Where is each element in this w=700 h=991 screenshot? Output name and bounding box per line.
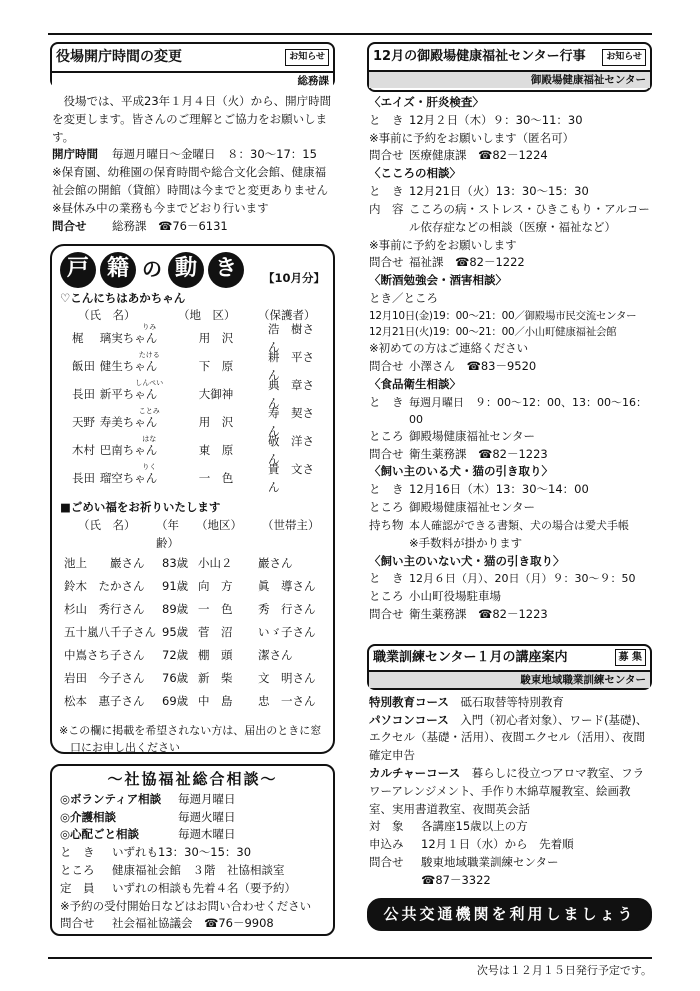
death-name: 岩田 今子さん <box>64 671 145 686</box>
kokoro-when <box>369 183 650 201</box>
consult-label: ◎介護相談 <box>60 809 117 824</box>
death-name: 中嶌さち子さん <box>64 648 145 663</box>
shakyo-title: ～社協福祉総合相談～ <box>107 769 278 788</box>
death-row <box>60 576 325 599</box>
kokoro-note: ※事前に予約をお願いします <box>369 237 517 252</box>
notice-badge: お知らせ <box>285 49 329 66</box>
when-value: 毎週月曜日 ９：00～12：00、13：00～16：00 <box>409 395 647 426</box>
death-name: 鈴木 たかさん <box>64 579 145 594</box>
contact-value: 小澤さん ☎83－9520 <box>409 359 537 374</box>
birth-title: ♡こんにちはあかちゃん <box>60 290 186 305</box>
koseki-char-5: き <box>208 252 244 288</box>
birth-area: 大御神 <box>198 387 234 402</box>
top-rule <box>48 33 652 35</box>
consult-label: ◎心配ごと相談 <box>60 827 140 842</box>
food-where <box>369 428 650 446</box>
office-hours-note2: ※昼休み中の業務も今までどおり行います <box>52 200 269 215</box>
aids-title: 〈エイズ・肝炎検査〉 <box>369 95 484 109</box>
office-hours-section <box>50 42 335 88</box>
course-3-value: 暮らしに役立つアロマ教室、フラワーアレンジメント、手作り木綿草履教室、絵画教室、実用書道教室、夜間英会話 <box>369 766 645 816</box>
death-area: 中 島 <box>198 694 233 709</box>
shakyo-when <box>60 844 325 862</box>
contact-value: 駿東地域職業訓練センター <box>421 855 559 870</box>
death-name: 五十嵐八千子さん <box>64 625 156 640</box>
death-age: 72歳 <box>162 648 189 663</box>
training-dept: 駿東地域職業訓練センター <box>369 672 650 688</box>
where-label: ところ <box>60 863 95 877</box>
death-area: 一 色 <box>198 602 233 617</box>
shakyo-capacity <box>60 880 325 898</box>
danshu-note: ※初めての方はご連絡ください <box>369 341 529 356</box>
right-column <box>367 42 652 931</box>
death-row <box>60 553 325 576</box>
koseki-note: ※この欄に掲載を希望されない方は、届出のときに窓口にお申し出ください <box>59 723 322 754</box>
birth-surname: 木村 <box>72 443 95 458</box>
contact-label: 問合せ <box>369 359 404 374</box>
koseki-char-1: 戸 <box>60 252 96 288</box>
birth-list <box>60 322 325 495</box>
where-label: ところ <box>369 428 404 443</box>
kokoro-title: 〈こころの相談〉 <box>369 166 461 181</box>
birth-area: 用 沢 <box>198 415 234 430</box>
office-hours-dept: 総務課 <box>52 71 333 89</box>
birth-guardian: 耕 平さん <box>268 350 315 383</box>
pet-title: 〈飼い主のいる犬・猫の引き取り〉 <box>369 464 553 479</box>
birth-area: 一 色 <box>198 471 234 486</box>
birth-name <box>99 435 199 460</box>
contact-label: 問合せ <box>369 148 404 163</box>
death-head: 忠 一さん <box>258 694 316 709</box>
stray-title: 〈飼い主のいない犬・猫の引き取り〉 <box>369 553 565 568</box>
course-1 <box>369 694 650 712</box>
birth-guardian: 寿 契さん <box>268 406 315 439</box>
koseki-header <box>60 252 325 288</box>
office-hours-title: 役場開庁時間の変更 <box>56 48 182 65</box>
where-value: 御殿場健康福祉センター <box>409 500 536 515</box>
course-2-label: パソコンコース <box>369 712 449 727</box>
death-age: 95歳 <box>162 625 189 640</box>
bottom-rule <box>48 957 652 959</box>
birth-header-guard: （保護者） <box>258 308 316 323</box>
consult-day: 毎週木曜日 <box>178 827 236 842</box>
danshu-line-2: 12月21日(火)19：00～21：00／小山町健康福祉会館 <box>369 326 617 339</box>
where-value: 御殿場健康福祉センター <box>409 428 536 443</box>
pet-where <box>369 499 650 517</box>
where-value: 小山町役場駐車場 <box>409 589 501 604</box>
health-center-header <box>369 44 650 72</box>
death-list <box>60 553 325 714</box>
birth-area: 用 沢 <box>198 331 234 346</box>
kokoro-contact <box>369 254 650 272</box>
danshu-contact <box>369 358 650 376</box>
when-value: 12月16日（木）13：30～14：00 <box>409 482 589 497</box>
when-value: 12月２日（木）９：30～11：30 <box>409 112 583 127</box>
health-center-title: 12月の御殿場健康福祉センター行事 <box>373 48 586 64</box>
birth-given-name: 寿美ちゃん <box>99 415 158 430</box>
birth-surname: 飯田 <box>72 359 95 374</box>
birth-guardian: 敬 洋さん <box>268 434 315 467</box>
pet-when <box>369 481 650 499</box>
koseki-section <box>50 244 335 754</box>
where-value: 健康福祉会館 ３階 社協相談室 <box>112 863 285 877</box>
consult-label: ◎ボランティア相談 <box>60 791 162 806</box>
koseki-title <box>60 252 244 288</box>
aids-note: ※事前に予約をお願いします（匿名可） <box>369 130 575 145</box>
birth-surname: 天野 <box>72 415 95 430</box>
consult-item <box>60 791 325 809</box>
apply-value: 12月１日（水）から 先着順 <box>421 837 574 852</box>
death-age: 83歳 <box>162 556 189 571</box>
death-headers <box>60 517 325 553</box>
birth-ruby: しんぺい <box>135 379 164 388</box>
kokoro-content <box>369 201 650 237</box>
death-header-age: （年齢） <box>156 517 179 550</box>
contact-value: 総務課 ☎76－6131 <box>112 218 228 233</box>
death-row <box>60 622 325 645</box>
aids-contact <box>369 147 650 165</box>
birth-guardian: 貴 文さん <box>268 462 315 495</box>
shakyo-items <box>60 791 325 844</box>
health-center-dept: 御殿場健康福祉センター <box>369 72 650 88</box>
when-value: 12月21日（火）13：30～15：30 <box>409 184 589 199</box>
office-hours-header <box>52 44 333 71</box>
when-value: 12月６日（月）、20日（月）９：30～９：50 <box>409 572 636 586</box>
health-center-body <box>367 92 652 624</box>
birth-given-name: 瑠空ちゃん <box>99 471 158 486</box>
contact-label: 問合せ <box>369 855 404 870</box>
where-label: ところ <box>369 500 404 515</box>
birth-given-name: 健生ちゃん <box>99 359 158 374</box>
death-header-area: （地区） <box>196 517 242 532</box>
pet-bring <box>369 517 650 535</box>
course-1-label: 特別教育コース <box>369 694 449 709</box>
where-label: ところ <box>369 589 404 604</box>
when-label: と き <box>369 571 404 586</box>
course-3-label: カルチャーコース <box>369 766 461 780</box>
office-hours-note1: ※保育園、幼稚園の保育時間や総合文化会館、健康福祉会館の開館（貸館）時間は今までと変更ありません <box>52 165 328 198</box>
birth-name <box>99 351 199 376</box>
hours-label: 開庁時間 <box>52 147 98 162</box>
contact-value: 社会福祉協議会 ☎76－9908 <box>112 916 274 931</box>
death-header-name: （氏 名） <box>78 517 136 532</box>
training-target <box>369 818 650 836</box>
office-hours-intro: 役場では、平成23年１月４日（火）から、開庁時間を変更します。皆さんのご理解とご協力をお願いします。 <box>52 94 332 144</box>
office-hours-row <box>52 146 333 164</box>
training-header <box>369 646 650 672</box>
office-hours-body <box>50 88 335 236</box>
consult-item <box>60 809 325 827</box>
birth-ruby: ことみ <box>138 407 160 416</box>
training-tel: ☎87－3322 <box>421 872 491 887</box>
when-label: と き <box>60 845 95 860</box>
death-area: 向 方 <box>198 579 233 594</box>
birth-ruby: たける <box>138 351 160 360</box>
birth-surname: 梶 <box>72 331 84 346</box>
death-age: 69歳 <box>162 694 189 709</box>
death-area: 棚 頭 <box>198 648 233 663</box>
death-head: 巖さん <box>258 556 293 571</box>
death-area: 新 柴 <box>198 671 233 686</box>
birth-guardian: 典 章さん <box>268 378 315 411</box>
training-title: 職業訓練センター１月の講座案内 <box>373 649 568 665</box>
death-area: 菅 沼 <box>198 625 233 640</box>
capacity-label: 定 員 <box>60 880 95 895</box>
birth-given-name: 巴南ちゃん <box>99 443 158 458</box>
content-value: こころの病・ストレス・ひきこもり・アルコール依存症などの相談（医療・福祉など） <box>409 201 650 234</box>
pet-note: ※手数料が掛かります <box>409 535 523 550</box>
birth-name <box>99 379 199 404</box>
death-name: 杉山 秀行さん <box>64 602 145 617</box>
birth-area: 下 原 <box>198 359 234 374</box>
apply-label: 申込み <box>369 837 404 852</box>
shakyo-where <box>60 862 325 880</box>
contact-label: 問合せ <box>369 606 404 621</box>
notice-badge: お知らせ <box>602 49 646 66</box>
danshu-label: とき／ところ <box>369 290 438 305</box>
birth-name <box>99 323 199 348</box>
consult-day: 毎週月曜日 <box>178 791 236 806</box>
death-head: 秀 行さん <box>258 602 316 617</box>
birth-ruby: はな <box>142 435 157 444</box>
public-transport-banner: 公共交通機関を利用しましょう <box>367 898 652 931</box>
bring-label: 持ち物 <box>369 517 404 532</box>
capacity-value: いずれの相談も先着４名（要予約） <box>112 880 296 895</box>
contact-value: 医療健康課 ☎82－1224 <box>409 148 548 163</box>
shakyo-contact <box>60 915 325 933</box>
death-head: 潔さん <box>258 648 293 663</box>
bring-value: 本人確認ができる書類、犬の場合は愛犬手帳 <box>409 518 629 532</box>
death-header-head: （世帯主） <box>262 517 320 532</box>
birth-ruby: りく <box>142 463 157 472</box>
death-head: 文 明さん <box>258 671 316 686</box>
left-column <box>50 42 335 936</box>
death-age: 89歳 <box>162 602 189 617</box>
contact-label: 問合せ <box>369 255 404 270</box>
content-label: 内 容 <box>369 201 404 216</box>
birth-area: 東 原 <box>198 443 234 458</box>
death-row <box>60 668 325 691</box>
birth-given-name: 新平ちゃん <box>99 387 158 402</box>
stray-when <box>369 570 650 588</box>
training-section <box>367 644 652 690</box>
koseki-char-2: 籍 <box>100 252 136 288</box>
death-area: 小山２ <box>198 556 233 571</box>
birth-header-area: （地 区） <box>178 308 236 323</box>
death-row <box>60 691 325 714</box>
death-age: 76歳 <box>162 671 189 686</box>
health-center-section <box>367 42 652 92</box>
consult-item <box>60 826 325 844</box>
birth-name <box>99 463 199 488</box>
shakyo-note: ※予約の受付開始日などはお問い合わせください <box>60 898 312 913</box>
consult-day: 毎週火曜日 <box>178 809 236 824</box>
course-3 <box>369 765 650 818</box>
birth-name <box>99 407 199 432</box>
food-title: 〈食品衛生相談〉 <box>369 376 461 391</box>
when-label: と き <box>369 394 404 409</box>
course-1-value: 砥石取替等特別教育 <box>460 694 564 709</box>
danshu-title: 〈断酒勉強会・酒害相談〉 <box>369 273 507 288</box>
course-2 <box>369 712 650 765</box>
death-row <box>60 645 325 668</box>
aids-when <box>369 112 650 130</box>
death-row <box>60 599 325 622</box>
target-label: 対 象 <box>369 819 404 834</box>
office-hours-contact <box>52 218 333 236</box>
footer-note: 次号は１２月１５日発行予定です。 <box>476 964 652 977</box>
birth-surname: 長田 <box>72 387 95 402</box>
koseki-month: 【10月分】 <box>262 270 325 285</box>
stray-contact <box>369 606 650 624</box>
birth-row <box>60 462 325 495</box>
when-label: と き <box>369 112 404 127</box>
contact-label: 問合せ <box>60 916 95 931</box>
danshu-line-1: 12月10日(金)19：00～21：00／御殿場市民交流センター <box>369 309 637 322</box>
contact-label: 問合せ <box>52 218 87 233</box>
course-2-value: 入門（初心者対象）、ワード(基礎)、エクセル（基礎・活用）、夜間エクセル（活用）、夜間確定申告 <box>369 712 648 763</box>
death-head: 眞 導さん <box>258 579 316 594</box>
death-name: 松本 惠子さん <box>64 694 145 709</box>
death-head: いゞ子さん <box>258 625 316 640</box>
recruit-badge: 募 集 <box>615 649 646 666</box>
contact-value: 福祉課 ☎82－1222 <box>409 255 525 270</box>
when-label: と き <box>369 482 404 497</box>
when-label: と き <box>369 184 404 199</box>
birth-header-name: （氏 名） <box>78 308 136 323</box>
death-title: ■ごめい福をお祈りいたします <box>60 500 221 515</box>
koseki-char-3: の <box>142 257 162 281</box>
koseki-char-4: 動 <box>168 252 204 288</box>
contact-value: 衛生薬務課 ☎82－1223 <box>409 606 548 621</box>
stray-where <box>369 588 650 606</box>
birth-guardian: 浩 樹さん <box>268 322 315 355</box>
shakyo-section <box>50 764 335 936</box>
training-body <box>367 690 652 890</box>
contact-label: 問合せ <box>369 446 404 461</box>
contact-value: 衛生薬務課 ☎82－1223 <box>409 446 548 461</box>
death-name: 池上 巖さん <box>64 556 145 571</box>
hours-value: 毎週月曜日～金曜日 ８：30～17：15 <box>112 147 317 162</box>
training-apply <box>369 836 650 854</box>
target-value: 各講座15歳以上の方 <box>421 819 528 834</box>
birth-ruby: りみ <box>142 323 157 332</box>
food-when <box>369 394 650 428</box>
birth-given-name: 璃実ちゃん <box>99 331 158 346</box>
when-value: いずれも13：30～15：30 <box>112 845 252 860</box>
food-contact <box>369 446 650 464</box>
birth-surname: 長田 <box>72 471 95 486</box>
training-contact <box>369 854 650 872</box>
death-age: 91歳 <box>162 579 189 594</box>
